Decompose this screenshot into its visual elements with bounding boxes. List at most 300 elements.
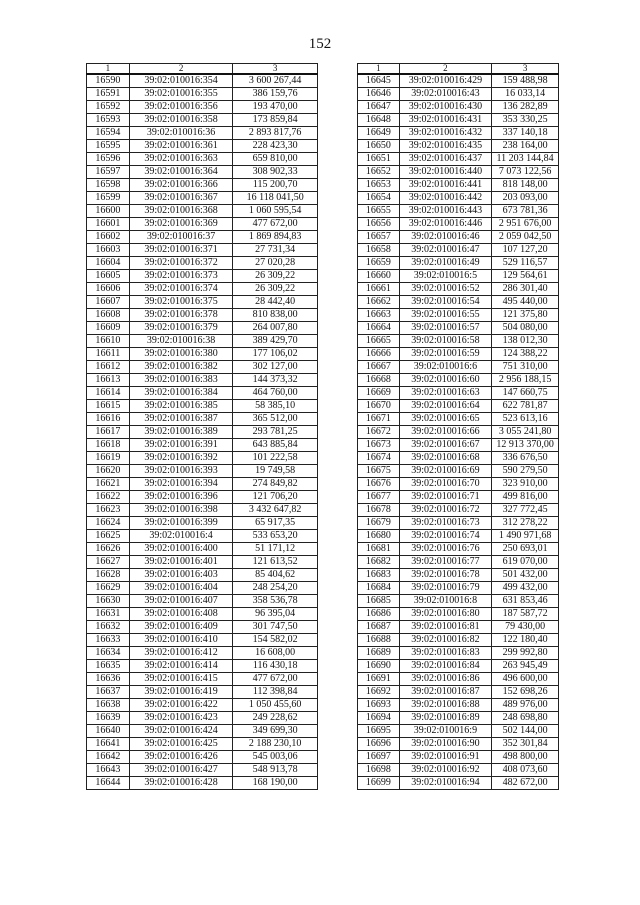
row-number-cell: 16630: [87, 595, 130, 608]
row-number-cell: 16599: [87, 192, 130, 205]
cadastral-number-cell: 39:02:010016:5: [399, 270, 492, 283]
row-number-cell: 16617: [87, 426, 130, 439]
table-row: [87, 231, 318, 244]
cadastral-number-cell: 39:02:010016:4: [129, 530, 233, 543]
value-cell: 1 869 894,83: [233, 231, 318, 244]
value-cell: 249 228,62: [233, 712, 318, 725]
row-number-cell: 16647: [358, 101, 400, 114]
table-row: [87, 322, 318, 335]
table-row: [358, 101, 559, 114]
value-cell: 308 902,33: [233, 166, 318, 179]
table-row: [358, 673, 559, 686]
row-number-cell: 16653: [358, 179, 400, 192]
table-row: [358, 348, 559, 361]
table-row: [358, 179, 559, 192]
table-row: [358, 439, 559, 452]
value-cell: 464 760,00: [233, 387, 318, 400]
row-number-cell: 16679: [358, 517, 400, 530]
cadastral-number-cell: 39:02:010016:64: [399, 400, 492, 413]
cadastral-number-cell: 39:02:010016:393: [129, 465, 233, 478]
table-row: [87, 478, 318, 491]
row-number-cell: 16646: [358, 88, 400, 101]
row-number-cell: 16674: [358, 452, 400, 465]
cadastral-number-cell: 39:02:010016:356: [129, 101, 233, 114]
cadastral-number-cell: 39:02:010016:77: [399, 556, 492, 569]
row-number-cell: 16625: [87, 530, 130, 543]
row-number-cell: 16642: [87, 751, 130, 764]
row-number-cell: 16604: [87, 257, 130, 270]
row-number-cell: 16643: [87, 764, 130, 777]
column-header-2: 2: [129, 64, 233, 75]
value-cell: 327 772,45: [492, 504, 559, 517]
row-number-cell: 16645: [358, 74, 400, 88]
value-cell: 274 849,82: [233, 478, 318, 491]
value-cell: 26 309,22: [233, 283, 318, 296]
table-row: [358, 74, 559, 88]
row-number-cell: 16649: [358, 127, 400, 140]
cadastral-number-cell: 39:02:010016:363: [129, 153, 233, 166]
table-row: [358, 465, 559, 478]
table-row: [87, 270, 318, 283]
row-number-cell: 16690: [358, 660, 400, 673]
value-cell: 523 613,16: [492, 413, 559, 426]
table-row: [87, 582, 318, 595]
row-number-cell: 16682: [358, 556, 400, 569]
row-number-cell: 16602: [87, 231, 130, 244]
table-row: [87, 621, 318, 634]
table-row: [358, 140, 559, 153]
cadastral-number-cell: 39:02:010016:47: [399, 244, 492, 257]
row-number-cell: 16621: [87, 478, 130, 491]
cadastral-number-cell: 39:02:010016:79: [399, 582, 492, 595]
cadastral-number-cell: 39:02:010016:437: [399, 153, 492, 166]
table-row: [87, 673, 318, 686]
cadastral-number-cell: 39:02:010016:435: [399, 140, 492, 153]
cadastral-number-cell: 39:02:010016:87: [399, 686, 492, 699]
value-cell: 187 587,72: [492, 608, 559, 621]
row-number-cell: 16603: [87, 244, 130, 257]
table-row: [87, 634, 318, 647]
value-cell: 408 073,60: [492, 764, 559, 777]
table-row: [358, 660, 559, 673]
row-number-cell: 16594: [87, 127, 130, 140]
row-number-cell: 16618: [87, 439, 130, 452]
value-cell: 112 398,84: [233, 686, 318, 699]
row-number-cell: 16688: [358, 634, 400, 647]
table-row: [87, 777, 318, 790]
table-row: [87, 179, 318, 192]
row-number-cell: 16639: [87, 712, 130, 725]
table-row: [87, 413, 318, 426]
row-number-cell: 16612: [87, 361, 130, 374]
value-cell: 138 012,30: [492, 335, 559, 348]
table-row: [358, 413, 559, 426]
row-number-cell: 16648: [358, 114, 400, 127]
table-row: [87, 153, 318, 166]
table-row: [358, 582, 559, 595]
value-cell: 545 003,06: [233, 751, 318, 764]
value-cell: 389 429,70: [233, 335, 318, 348]
value-cell: 144 373,32: [233, 374, 318, 387]
table-row: [87, 283, 318, 296]
table-row: [87, 127, 318, 140]
value-cell: 1 490 971,68: [492, 530, 559, 543]
table-row: [87, 140, 318, 153]
value-cell: 499 816,00: [492, 491, 559, 504]
row-number-cell: 16633: [87, 634, 130, 647]
table-row: [87, 660, 318, 673]
row-number-cell: 16614: [87, 387, 130, 400]
cadastral-number-cell: 39:02:010016:36: [129, 127, 233, 140]
value-cell: 495 440,00: [492, 296, 559, 309]
row-number-cell: 16687: [358, 621, 400, 634]
table-row: [87, 335, 318, 348]
table-row: [87, 595, 318, 608]
row-number-cell: 16631: [87, 608, 130, 621]
row-number-cell: 16675: [358, 465, 400, 478]
cadastral-number-cell: 39:02:010016:425: [129, 738, 233, 751]
cadastral-number-cell: 39:02:010016:65: [399, 413, 492, 426]
value-cell: 299 992,80: [492, 647, 559, 660]
value-cell: 129 564,61: [492, 270, 559, 283]
row-number-cell: 16620: [87, 465, 130, 478]
row-number-cell: 16615: [87, 400, 130, 413]
cadastral-number-cell: 39:02:010016:389: [129, 426, 233, 439]
value-cell: 659 810,00: [233, 153, 318, 166]
table-row: [358, 387, 559, 400]
table-row: [87, 608, 318, 621]
table-row: [358, 322, 559, 335]
cadastral-number-cell: 39:02:010016:354: [129, 74, 233, 88]
table-row: [87, 205, 318, 218]
row-number-cell: 16596: [87, 153, 130, 166]
row-number-cell: 16613: [87, 374, 130, 387]
row-number-cell: 16662: [358, 296, 400, 309]
value-cell: 3 055 241,80: [492, 426, 559, 439]
row-number-cell: 16684: [358, 582, 400, 595]
table-row: [358, 452, 559, 465]
cadastral-number-cell: 39:02:010016:80: [399, 608, 492, 621]
table-row: [87, 348, 318, 361]
cadastral-number-cell: 39:02:010016:391: [129, 439, 233, 452]
row-number-cell: 16699: [358, 777, 400, 790]
row-number-cell: 16595: [87, 140, 130, 153]
cadastral-number-cell: 39:02:010016:72: [399, 504, 492, 517]
value-cell: 2 188 230,10: [233, 738, 318, 751]
cadastral-number-cell: 39:02:010016:371: [129, 244, 233, 257]
row-number-cell: 16592: [87, 101, 130, 114]
cadastral-number-cell: 39:02:010016:412: [129, 647, 233, 660]
cadastral-number-cell: 39:02:010016:374: [129, 283, 233, 296]
column-header-1: 1: [358, 64, 400, 75]
row-number-cell: 16692: [358, 686, 400, 699]
table-row: [358, 127, 559, 140]
table-row: [358, 205, 559, 218]
row-number-cell: 16689: [358, 647, 400, 660]
table-row: [87, 712, 318, 725]
value-cell: 365 512,00: [233, 413, 318, 426]
table-row: [87, 465, 318, 478]
row-number-cell: 16608: [87, 309, 130, 322]
cadastral-number-cell: 39:02:010016:384: [129, 387, 233, 400]
table-row: [358, 231, 559, 244]
row-number-cell: 16627: [87, 556, 130, 569]
row-number-cell: 16610: [87, 335, 130, 348]
cadastral-number-cell: 39:02:010016:443: [399, 205, 492, 218]
column-header-3: 3: [492, 64, 559, 75]
value-cell: 250 693,01: [492, 543, 559, 556]
value-cell: 159 488,98: [492, 74, 559, 88]
cadastral-number-cell: 39:02:010016:49: [399, 257, 492, 270]
value-cell: 301 747,50: [233, 621, 318, 634]
row-number-cell: 16606: [87, 283, 130, 296]
value-cell: 65 917,35: [233, 517, 318, 530]
table-row: [358, 335, 559, 348]
row-number-cell: 16601: [87, 218, 130, 231]
table-row: [87, 296, 318, 309]
row-number-cell: 16686: [358, 608, 400, 621]
row-number-cell: 16605: [87, 270, 130, 283]
cadastral-number-cell: 39:02:010016:94: [399, 777, 492, 790]
cadastral-number-cell: 39:02:010016:358: [129, 114, 233, 127]
cadastral-number-cell: 39:02:010016:419: [129, 686, 233, 699]
cadastral-number-cell: 39:02:010016:429: [399, 74, 492, 88]
table-row: [358, 296, 559, 309]
cadastral-number-cell: 39:02:010016:54: [399, 296, 492, 309]
registry-table-right: [357, 63, 559, 790]
cadastral-number-cell: 39:02:010016:38: [129, 335, 233, 348]
table-row: [87, 530, 318, 543]
row-number-cell: 16661: [358, 283, 400, 296]
cadastral-number-cell: 39:02:010016:90: [399, 738, 492, 751]
row-number-cell: 16652: [358, 166, 400, 179]
table-row: [358, 426, 559, 439]
cadastral-number-cell: 39:02:010016:407: [129, 595, 233, 608]
cadastral-number-cell: 39:02:010016:373: [129, 270, 233, 283]
value-cell: 337 140,18: [492, 127, 559, 140]
cadastral-number-cell: 39:02:010016:369: [129, 218, 233, 231]
cadastral-number-cell: 39:02:010016:68: [399, 452, 492, 465]
cadastral-number-cell: 39:02:010016:37: [129, 231, 233, 244]
value-cell: 107 127,20: [492, 244, 559, 257]
value-cell: 1 050 455,60: [233, 699, 318, 712]
cadastral-number-cell: 39:02:010016:52: [399, 283, 492, 296]
value-cell: 263 945,49: [492, 660, 559, 673]
cadastral-number-cell: 39:02:010016:392: [129, 452, 233, 465]
row-number-cell: 16632: [87, 621, 130, 634]
value-cell: 3 600 267,44: [233, 74, 318, 88]
row-number-cell: 16680: [358, 530, 400, 543]
row-number-cell: 16616: [87, 413, 130, 426]
value-cell: 203 093,00: [492, 192, 559, 205]
value-cell: 115 200,70: [233, 179, 318, 192]
table-row: [358, 686, 559, 699]
cadastral-number-cell: 39:02:010016:422: [129, 699, 233, 712]
table-row: [358, 88, 559, 101]
value-cell: 810 838,00: [233, 309, 318, 322]
value-cell: 121 375,80: [492, 309, 559, 322]
row-number-cell: 16635: [87, 660, 130, 673]
table-row: [87, 556, 318, 569]
value-cell: 7 073 122,56: [492, 166, 559, 179]
table-row: [358, 257, 559, 270]
cadastral-number-cell: 39:02:010016:427: [129, 764, 233, 777]
row-number-cell: 16676: [358, 478, 400, 491]
value-cell: 477 672,00: [233, 218, 318, 231]
cadastral-number-cell: 39:02:010016:58: [399, 335, 492, 348]
cadastral-number-cell: 39:02:010016:430: [399, 101, 492, 114]
row-number-cell: 16655: [358, 205, 400, 218]
value-cell: 2 951 676,00: [492, 218, 559, 231]
value-cell: 228 423,30: [233, 140, 318, 153]
cadastral-number-cell: 39:02:010016:410: [129, 634, 233, 647]
value-cell: 168 190,00: [233, 777, 318, 790]
cadastral-number-cell: 39:02:010016:60: [399, 374, 492, 387]
row-number-cell: 16671: [358, 413, 400, 426]
value-cell: 502 144,00: [492, 725, 559, 738]
table-row: [87, 192, 318, 205]
value-cell: 818 148,00: [492, 179, 559, 192]
cadastral-number-cell: 39:02:010016:409: [129, 621, 233, 634]
row-number-cell: 16598: [87, 179, 130, 192]
cadastral-number-cell: 39:02:010016:66: [399, 426, 492, 439]
table-row: [87, 114, 318, 127]
table-row: [358, 777, 559, 790]
table-row: [87, 452, 318, 465]
table-row: [358, 543, 559, 556]
row-number-cell: 16641: [87, 738, 130, 751]
value-cell: 122 180,40: [492, 634, 559, 647]
cadastral-number-cell: 39:02:010016:424: [129, 725, 233, 738]
row-number-cell: 16638: [87, 699, 130, 712]
table-row: [358, 400, 559, 413]
table-row: [87, 218, 318, 231]
row-number-cell: 16597: [87, 166, 130, 179]
value-cell: 264 007,80: [233, 322, 318, 335]
table-row: [358, 270, 559, 283]
table-row: [358, 699, 559, 712]
value-cell: 193 470,00: [233, 101, 318, 114]
row-number-cell: 16622: [87, 491, 130, 504]
value-cell: 238 164,00: [492, 140, 559, 153]
cadastral-number-cell: 39:02:010016:399: [129, 517, 233, 530]
cadastral-number-cell: 39:02:010016:81: [399, 621, 492, 634]
cadastral-number-cell: 39:02:010016:368: [129, 205, 233, 218]
cadastral-number-cell: 39:02:010016:6: [399, 361, 492, 374]
value-cell: 51 171,12: [233, 543, 318, 556]
row-number-cell: 16658: [358, 244, 400, 257]
row-number-cell: 16694: [358, 712, 400, 725]
table-row: [358, 244, 559, 257]
table-row: [358, 309, 559, 322]
row-number-cell: 16626: [87, 543, 130, 556]
value-cell: 58 385,10: [233, 400, 318, 413]
table-row: [87, 543, 318, 556]
row-number-cell: 16659: [358, 257, 400, 270]
table-row: [358, 530, 559, 543]
cadastral-number-cell: 39:02:010016:414: [129, 660, 233, 673]
value-cell: 496 600,00: [492, 673, 559, 686]
value-cell: 154 582,02: [233, 634, 318, 647]
row-number-cell: 16640: [87, 725, 130, 738]
value-cell: 116 430,18: [233, 660, 318, 673]
cadastral-number-cell: 39:02:010016:43: [399, 88, 492, 101]
table-row: [87, 374, 318, 387]
value-cell: 293 781,25: [233, 426, 318, 439]
cadastral-number-cell: 39:02:010016:426: [129, 751, 233, 764]
table-row: [87, 88, 318, 101]
value-cell: 533 653,20: [233, 530, 318, 543]
value-cell: 352 301,84: [492, 738, 559, 751]
row-number-cell: 16636: [87, 673, 130, 686]
value-cell: 643 885,84: [233, 439, 318, 452]
value-cell: 751 310,00: [492, 361, 559, 374]
row-number-cell: 16624: [87, 517, 130, 530]
row-number-cell: 16665: [358, 335, 400, 348]
cadastral-number-cell: 39:02:010016:423: [129, 712, 233, 725]
value-cell: 248 254,20: [233, 582, 318, 595]
table-row: [87, 400, 318, 413]
value-cell: 499 432,00: [492, 582, 559, 595]
row-number-cell: 16651: [358, 153, 400, 166]
row-number-cell: 16629: [87, 582, 130, 595]
value-cell: 27 731,34: [233, 244, 318, 257]
cadastral-number-cell: 39:02:010016:83: [399, 647, 492, 660]
cadastral-number-cell: 39:02:010016:442: [399, 192, 492, 205]
table-row: [87, 517, 318, 530]
row-number-cell: 16668: [358, 374, 400, 387]
cadastral-number-cell: 39:02:010016:84: [399, 660, 492, 673]
cadastral-number-cell: 39:02:010016:446: [399, 218, 492, 231]
cadastral-number-cell: 39:02:010016:378: [129, 309, 233, 322]
row-number-cell: 16623: [87, 504, 130, 517]
cadastral-number-cell: 39:02:010016:367: [129, 192, 233, 205]
table-row: [87, 725, 318, 738]
value-cell: 477 672,00: [233, 673, 318, 686]
table-row: [358, 192, 559, 205]
value-cell: 353 330,25: [492, 114, 559, 127]
cadastral-number-cell: 39:02:010016:408: [129, 608, 233, 621]
cadastral-number-cell: 39:02:010016:76: [399, 543, 492, 556]
cadastral-number-cell: 39:02:010016:71: [399, 491, 492, 504]
row-number-cell: 16698: [358, 764, 400, 777]
cadastral-number-cell: 39:02:010016:428: [129, 777, 233, 790]
value-cell: 302 127,00: [233, 361, 318, 374]
cadastral-number-cell: 39:02:010016:63: [399, 387, 492, 400]
row-number-cell: 16593: [87, 114, 130, 127]
cadastral-number-cell: 39:02:010016:396: [129, 491, 233, 504]
value-cell: 1 060 595,54: [233, 205, 318, 218]
value-cell: 631 853,46: [492, 595, 559, 608]
value-cell: 2 893 817,76: [233, 127, 318, 140]
cadastral-number-cell: 39:02:010016:372: [129, 257, 233, 270]
table-row: [87, 101, 318, 114]
table-row: [87, 491, 318, 504]
row-number-cell: 16656: [358, 218, 400, 231]
value-cell: 358 536,78: [233, 595, 318, 608]
table-row: [358, 712, 559, 725]
row-number-cell: 16607: [87, 296, 130, 309]
cadastral-number-cell: 39:02:010016:441: [399, 179, 492, 192]
cadastral-number-cell: 39:02:010016:361: [129, 140, 233, 153]
value-cell: 622 781,87: [492, 400, 559, 413]
table-row: [358, 478, 559, 491]
row-number-cell: 16654: [358, 192, 400, 205]
value-cell: 619 070,00: [492, 556, 559, 569]
table-row: [358, 153, 559, 166]
value-cell: 19 749,58: [233, 465, 318, 478]
value-cell: 96 395,04: [233, 608, 318, 621]
